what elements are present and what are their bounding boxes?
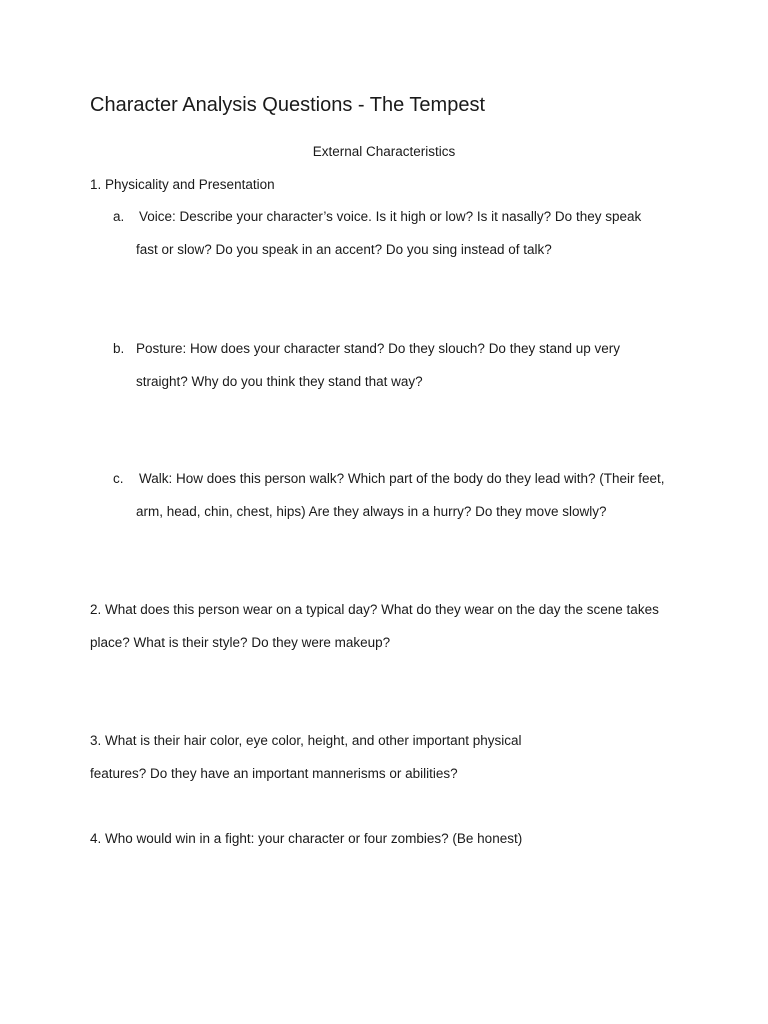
question-2-line-2: place? What is their style? Do they were makeup? xyxy=(90,635,391,650)
question-1c-marker: c. xyxy=(113,471,124,486)
question-1b-line-1: Posture: How does your character stand? Do they slouch? Do they stand up very xyxy=(136,341,621,356)
question-1c-line-1: Walk: How does this person walk? Which part of the body do they lead with? (Their feet, xyxy=(139,471,665,486)
question-1a-line-2: fast or slow? Do you speak in an accent? Do you sing instead of talk? xyxy=(136,242,552,257)
question-3-line-2: features? Do they have an important mannerisms or abilities? xyxy=(90,766,458,781)
question-4-line-1: 4. Who would win in a fight: your character or four zombies? (Be honest) xyxy=(90,831,523,846)
question-1c-line-2: arm, head, chin, chest, hips) Are they always in a hurry? Do they move slowly? xyxy=(136,504,607,519)
question-1b-line-2: straight? Why do you think they stand that way? xyxy=(136,374,423,389)
question-1-heading: 1. Physicality and Presentation xyxy=(90,177,275,192)
section-heading: External Characteristics xyxy=(312,144,456,159)
question-1a-marker: a. xyxy=(113,209,125,224)
question-3-line-1: 3. What is their hair color, eye color, height, and other important physical xyxy=(90,733,522,748)
page-title: Character Analysis Questions - The Tempest xyxy=(90,94,485,116)
question-1a-line-1: Voice: Describe your character’s voice. Is it high or low? Is it nasally? Do they speak xyxy=(139,209,642,224)
question-2-line-1: 2. What does this person wear on a typical day? What do they wear on the day the scene takes xyxy=(90,602,659,617)
question-1b-marker: b. xyxy=(113,341,125,356)
